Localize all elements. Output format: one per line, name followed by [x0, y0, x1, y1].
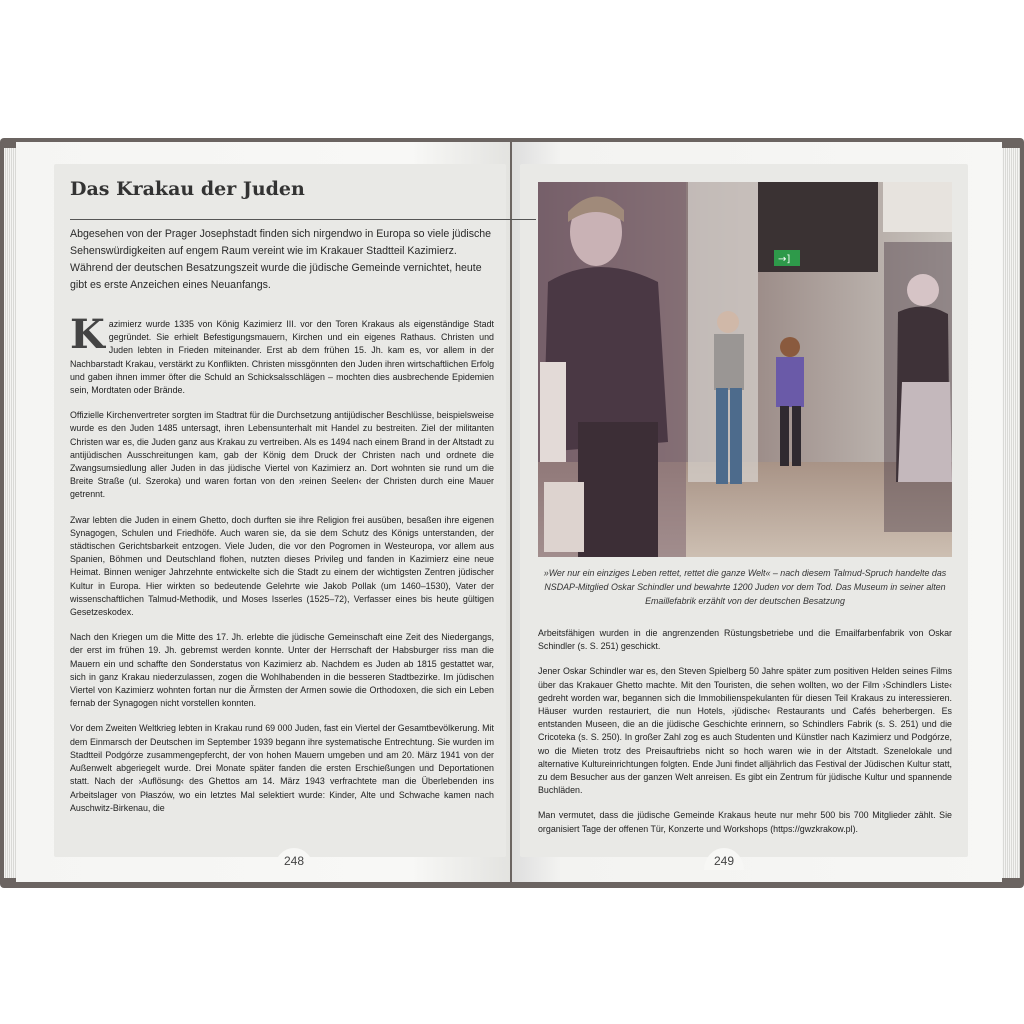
- paragraph-3: Zwar lebten die Juden in einem Ghetto, doch durften sie ihre Religion frei ausüben, besaßen ihre eigenen Synagogen, Schulen und Friedhöfe. Auch waren sie, da sie dem Schutz des Königs unterstanden, der städtischen Gerichtsbarkeit entzogen. Viele Juden, die vor den Pogromen in Westeuropa, vor allem aus Spanien, Böhmen und Deutschland flohen, nutzten dieses Privileg und fanden in Kazimierz eine neue Heimat. Binnen weniger Jahrzehnte entwickelte sich die Stadt zu einem der wichtigsten Zentren jüdischer Kultur in Europa. Hier wirkten so bedeutende Gelehrte wie Jakob Pollak (um 1460–1530), Vater der wissenschaftlichen Talmud-Methodik, und Moses Isserles (1525–72), Verfasser eines bis heute gültigen Gesetzeskodex.: [70, 514, 494, 618]
- right-body-text: [538, 627, 952, 849]
- right-paragraph-3: Man vermutet, dass die jüdische Gemeinde Krakaus heute nur mehr 500 bis 700 Mitglieder zählt. Sie organisiert Tage der offenen Tür, Konzerte und Workshops (https://gwzkrakow.pl).: [538, 810, 952, 834]
- title-divider: [70, 219, 536, 220]
- chapter-intro: Abgesehen von der Prager Josephstadt finden sich nirgendwo in Europa so viele jüdische Sehenswürdigkeiten auf engem Raum vereint wie im Krakauer Stadtteil Kazimierz. Während der deutschen Besatzungszeit wurde die jüdische Gemeinde vernichtet, heute gibt es erste Anzeichen eines Neuanfangs.: [70, 228, 492, 291]
- paragraph-5: Vor dem Zweiten Weltkrieg lebten in Krakau rund 69 000 Juden, fast ein Viertel der Gesamtbevölkerung. Mit dem Einmarsch der Deutschen im September 1939 begann ihre systematische Entrechtung. Sie wurden im Stadtteil Podgórze zusammengepfercht, der von hohen Mauern umgeben und am 20. März 1941 von der Außenwelt abgeriegelt wurde. Drei Monate später fanden die ersten Erschießungen und Deportationen statt. Nach der ›Auflösung‹ des Ghettos am 14. März 1943 verfrachtete man die Überlebenden ins Arbeitslager von Płaszów, wo ein letztes Mal selektiert wurde: Kinder, Alte und Schwache kamen nach Auschwitz-Birkenau, die: [70, 723, 494, 813]
- page-edges-right: [1002, 148, 1020, 878]
- page-number-left: 248: [274, 848, 314, 870]
- museum-photo: [538, 182, 952, 557]
- museum-photo-illustration: [538, 182, 952, 557]
- paragraph-1-text: azimierz wurde 1335 von König Kazimierz III. vor den Toren Krakaus als eigenständige Stadt gegründet. Sie erhielt Befestigungsmauern, Kirchen und ein eigenes Rathaus. Christen und Juden lebten in Frieden miteinander. Erst ab dem frühen 15. Jh. kam es, vor allem in der Nachbarstadt Krakau, verstärkt zu Konflikten. Christen missgönnten den Juden ihren wirtschaftlichen Erfolg und gaben ihnen immer öfter die Schuld an Schicksalsschlägen – mochten dies ausbrechende Epidemien sein, Mordtaten oder Brände.: [70, 319, 494, 396]
- left-body-text: [70, 318, 494, 846]
- paragraph-1: [70, 318, 494, 397]
- chapter-title: Das Krakau der Juden: [70, 178, 305, 200]
- woman-photo-figure: [884, 242, 952, 532]
- right-paragraph-2: Jener Oskar Schindler war es, den Steven Spielberg 50 Jahre später zum positiven Helden seines Films über das Krakauer Ghetto machte. Mit den Touristen, die sehen wollten, wo der Film ›Schindlers Liste‹ gedreht worden war, begannen sich die Immobilienspekulanten für diesen Teil Krakaus zu interessieren. Häuser wurden restauriert, die nun Hotels, ›jüdische‹ Restaurants und Cafés beherbergen. Es entstanden Museen, die an die jüdische Geschichte erinnern, so Schindlers Fabrik (s. S. 251) und die Cricoteka (s. S. 250). In großer Zahl zog es auch Studenten und Künstler nach Kazimierz und Podgórze, wo die Mieten trotz des Preisauftriebs nicht so hoch waren wie in der Altstadt. Szenelokale und alternative Kultureinrichtungen folgten. Ende Juni findet alljährlich das Festival der Jüdischen Kultur statt, zu dem Besucher aus der ganzen Welt anreisen. Es gibt ein Zentrum für jüdische Kultur und spannende Buchläden.: [538, 666, 952, 796]
- dropcap-letter: K: [70, 318, 105, 358]
- paragraph-2: Offizielle Kirchenvertreter sorgten im Stadtrat für die Durchsetzung antijüdischer Beschlüsse, beispielsweise wurde es den Juden 1485 untersagt, ihren Lebensunterhalt mit Handel zu bestreiten. Ziel der militanten Christen war es, die Juden ganz aus Krakau zu vertreiben. Als es 1494 nach einem Brand in der Altstadt zu antijüdischen Ausschreitungen kam, gab der König dem Druck der Christen nach und ordnete die Zwangsumsiedlung aller Juden in das jüdische Viertel von Kazimierz an. Dort wohnten sie rund um die Breite Straße (ul. Szeroka) und waren fortan von den ›reinen Seelen‹ der Christen durch eine Mauer getrennt.: [70, 410, 494, 500]
- photo-caption: »Wer nur ein einziges Leben rettet, rettet die ganze Welt« – nach diesem Talmud-Spruch handelte das NSDAP-Mitglied Oskar Schindler und bewahrte 1200 Juden vor dem Tod. Das Museum in seiner alten Emaillefabrik erzählt von der deutschen Besatzung: [543, 568, 947, 606]
- paragraph-4: Nach den Kriegen um die Mitte des 17. Jh. erlebte die jüdische Gemeinschaft eine Zeit des Niedergangs, der erst im frühen 19. Jh. gebremst werden konnte. Unter der Herrschaft der Habsburger riss man die Mauern ein und schaffte den Sonderstatus von Kazimierz ab. Nachdem es Juden ab 1815 gestattet war, sich in ganz Krakau niederzulassen, zogen die Wohlhabenden in die besseren Stadtbezirke. Im jüdischen Viertel von Kazimierz wohnten fortan nur die Ärmsten der Armen sowie die Orthodoxen, die sich ein Leben fernab der Synagogen nicht vorstellen konnten.: [70, 632, 494, 709]
- exit-sign-label: →]: [778, 254, 791, 265]
- page-number-right: 249: [704, 848, 744, 870]
- right-paragraph-1: Arbeitsfähigen wurden in die angrenzenden Rüstungsbetriebe und die Emailfarbenfabrik von Oskar Schindler (s. S. 251) geschickt.: [538, 628, 952, 652]
- boy-figure: [538, 182, 686, 557]
